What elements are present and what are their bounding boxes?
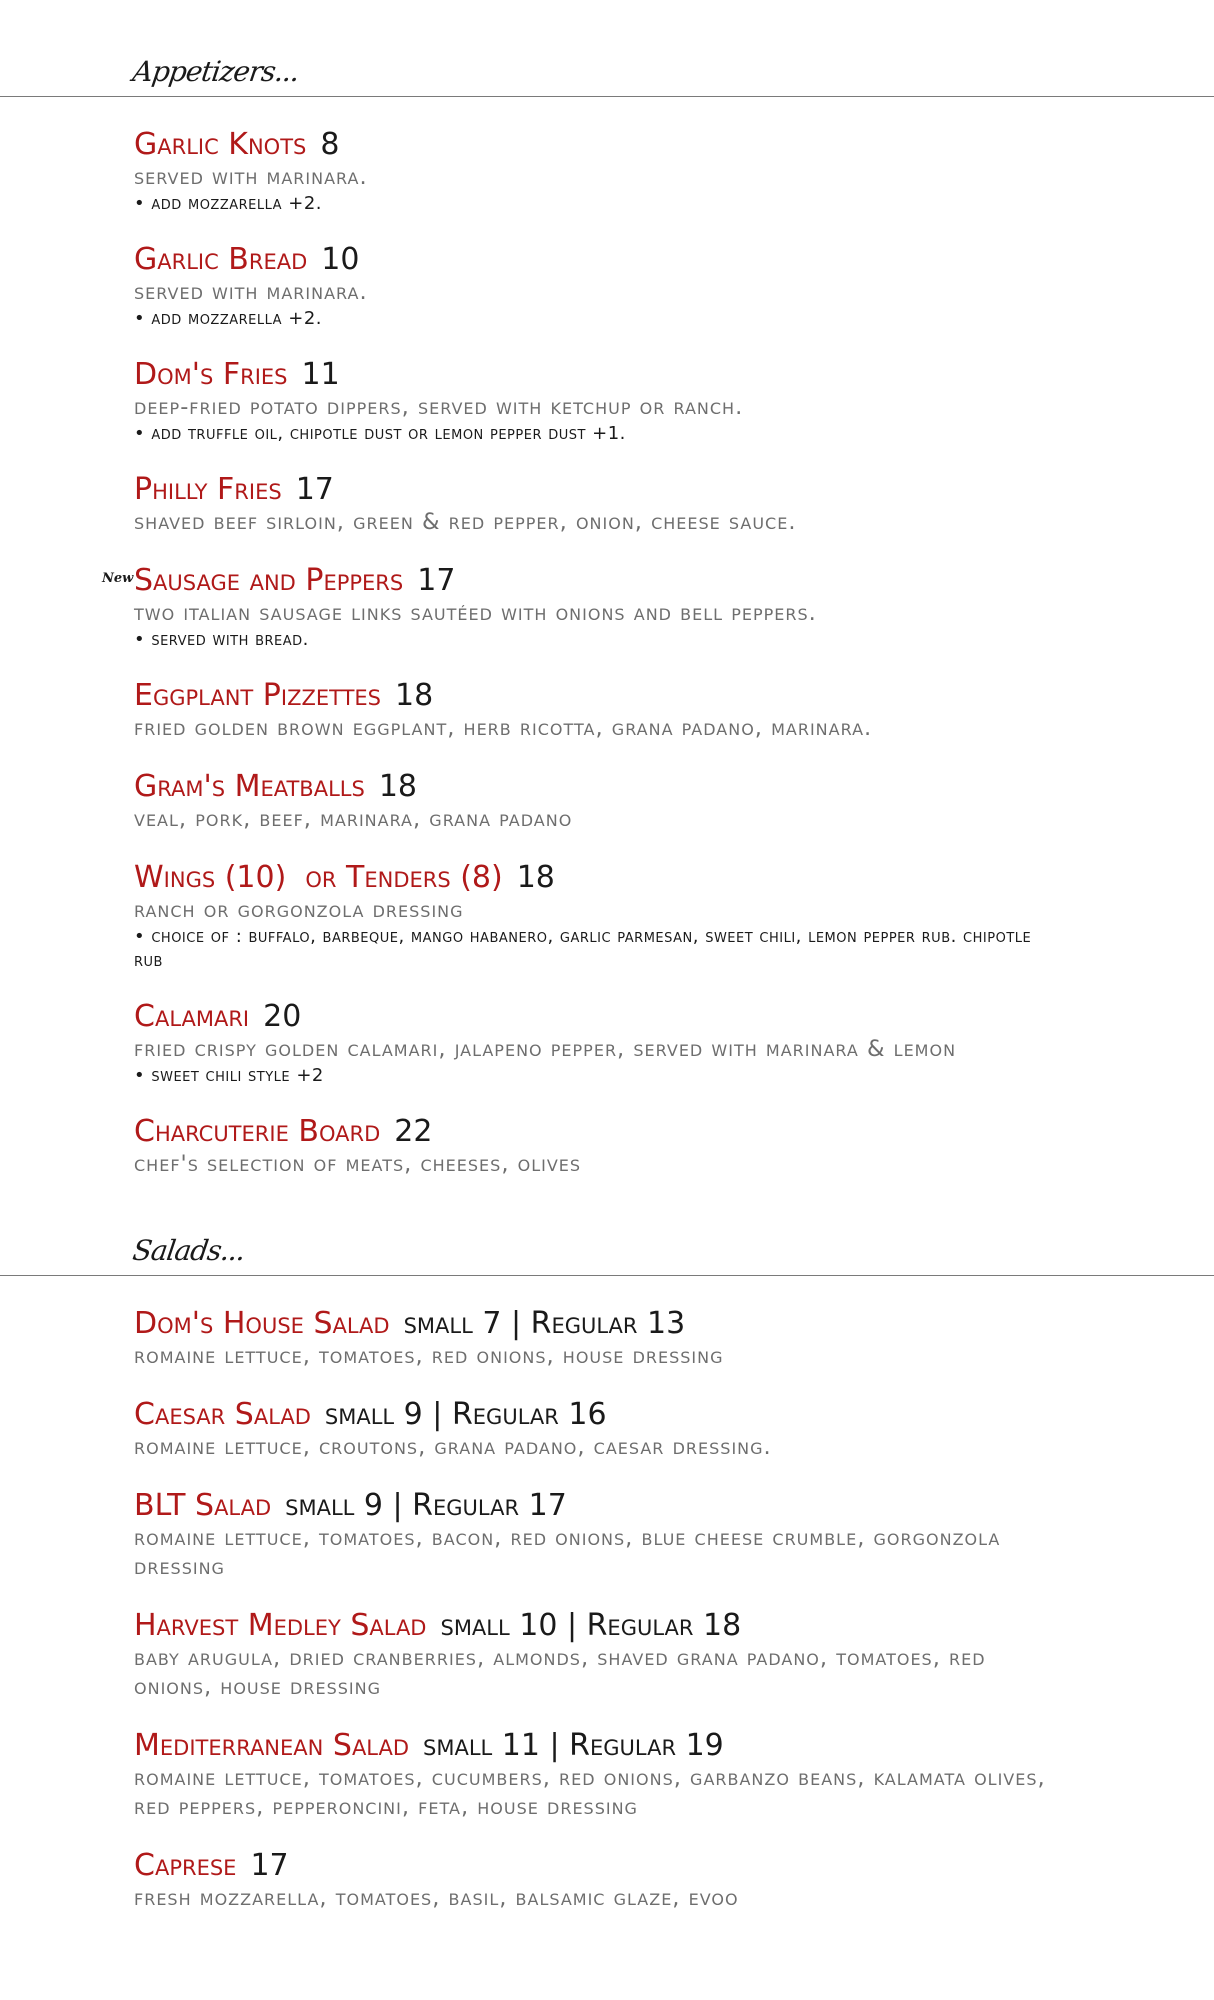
menu-item-doms-house-salad bbox=[134, 1306, 1054, 1371]
item-description: chef's selection of meats, cheeses, olives bbox=[134, 1151, 582, 1177]
new-badge: New bbox=[102, 571, 134, 586]
item-price: 18 bbox=[516, 860, 555, 895]
item-price: 17 bbox=[417, 563, 456, 598]
item-note: • choice of : buffalo, barbeque, mango habanero, garlic parmesan, sweet chili, lemon pepper rub. chipotle rub bbox=[134, 926, 1032, 971]
item-description: romaine lettuce, tomatoes, red onions, house dressing bbox=[134, 1343, 724, 1369]
item-name: Philly Fries bbox=[134, 472, 282, 507]
item-description: deep-fried potato dippers, served with ketchup or ranch. bbox=[134, 394, 744, 420]
appetizers-list bbox=[0, 127, 1214, 1179]
item-name: Garlic Bread bbox=[134, 242, 308, 277]
item-price: 8 bbox=[320, 127, 340, 162]
item-name: Charcuterie Board bbox=[134, 1114, 381, 1149]
item-description: fried golden brown eggplant, herb ricotta, grana padano, marinara. bbox=[134, 715, 873, 741]
item-price: 17 bbox=[250, 1848, 289, 1883]
appetizers-title: Appetizers... bbox=[130, 55, 301, 88]
menu-item-blt-salad bbox=[134, 1488, 1054, 1582]
menu-item-caprese bbox=[134, 1848, 1054, 1913]
item-name: Dom's Fries bbox=[134, 357, 288, 392]
item-description: romaine lettuce, tomatoes, cucumbers, red onions, garbanzo beans, kalamata olives, red peppers, pepperoncini, feta, house dressing bbox=[134, 1765, 1046, 1820]
item-price: 20 bbox=[263, 999, 302, 1034]
item-note: • add mozzarella +2. bbox=[134, 308, 323, 329]
item-description: fresh mozzarella, tomatoes, basil, balsamic glaze, evoo bbox=[134, 1885, 739, 1911]
item-description: romaine lettuce, croutons, grana padano, caesar dressing. bbox=[134, 1434, 772, 1460]
salads-title: Salads... bbox=[130, 1234, 247, 1267]
menu-item-caesar-salad bbox=[134, 1397, 1054, 1462]
menu-item-garlic-bread bbox=[134, 242, 1054, 331]
menu-item-philly-fries bbox=[134, 472, 1054, 537]
menu-item-calamari bbox=[134, 999, 1054, 1088]
appetizers-header bbox=[0, 0, 1214, 97]
menu-item-mediterranean-salad bbox=[134, 1728, 1054, 1822]
item-price: small 11 | Regular 19 bbox=[423, 1728, 724, 1763]
item-description: ranch or gorgonzola dressing bbox=[134, 897, 464, 923]
item-name: Mediterranean Salad bbox=[134, 1728, 410, 1763]
item-price: small 9 | Regular 17 bbox=[285, 1488, 567, 1523]
menu-item-garlic-knots bbox=[134, 127, 1054, 216]
item-price: 17 bbox=[295, 472, 334, 507]
menu-item-charcuterie-board bbox=[134, 1114, 1054, 1179]
item-name: Calamari bbox=[134, 999, 250, 1034]
menu-item-grams-meatballs bbox=[134, 769, 1054, 834]
item-price: 11 bbox=[301, 357, 340, 392]
item-name: Harvest Medley Salad bbox=[134, 1608, 427, 1643]
item-name: Eggplant Pizzettes bbox=[134, 678, 381, 713]
menu-item-doms-fries bbox=[134, 357, 1054, 446]
item-description: two italian sausage links sautéed with onions and bell peppers. bbox=[134, 600, 817, 626]
item-name: Dom's House Salad bbox=[134, 1306, 390, 1341]
salads-list bbox=[0, 1306, 1214, 1913]
item-name: BLT Salad bbox=[134, 1488, 272, 1523]
menu-item-eggplant-pizzettes bbox=[134, 678, 1054, 743]
item-price: 18 bbox=[378, 769, 417, 804]
menu-item-harvest-medley-salad bbox=[134, 1608, 1054, 1702]
item-description: served with marinara. bbox=[134, 164, 368, 190]
item-description: served with marinara. bbox=[134, 279, 368, 305]
item-description: fried crispy golden calamari, jalapeno pepper, served with marinara & lemon bbox=[134, 1036, 957, 1062]
item-description: romaine lettuce, tomatoes, bacon, red onions, blue cheese crumble, gorgonzola dressing bbox=[134, 1525, 1001, 1580]
item-price: small 9 | Regular 16 bbox=[324, 1397, 607, 1432]
item-description: veal, pork, beef, marinara, grana padano bbox=[134, 806, 573, 832]
item-price: 22 bbox=[394, 1114, 433, 1149]
item-name: Garlic Knots bbox=[134, 127, 307, 162]
salads-header bbox=[0, 1179, 1214, 1276]
item-price: small 7 | Regular 13 bbox=[403, 1306, 686, 1341]
item-description: shaved beef sirloin, green & red pepper, onion, cheese sauce. bbox=[134, 509, 797, 535]
item-note: • add truffle oil, chipotle dust or lemon pepper dust +1. bbox=[134, 423, 626, 444]
item-price: 10 bbox=[321, 242, 360, 277]
menu-item-sausage-and-peppers bbox=[102, 563, 1054, 652]
item-name: Gram's Meatballs bbox=[134, 769, 365, 804]
item-name: Sausage and Peppers bbox=[134, 563, 404, 598]
item-name: Wings (10) or Tenders (8) bbox=[134, 860, 503, 895]
item-note: • sweet chili style +2 bbox=[134, 1065, 324, 1086]
item-description: baby arugula, dried cranberries, almonds, shaved grana padano, tomatoes, red onions, house dressing bbox=[134, 1645, 986, 1700]
item-name: Caprese bbox=[134, 1848, 237, 1883]
item-name: Caesar Salad bbox=[134, 1397, 311, 1432]
item-note: • add mozzarella +2. bbox=[134, 193, 323, 214]
item-price: small 10 | Regular 18 bbox=[440, 1608, 742, 1643]
item-note: • served with bread. bbox=[134, 629, 309, 650]
item-price: 18 bbox=[395, 678, 434, 713]
menu-item-wings-or-tenders bbox=[134, 860, 1054, 973]
